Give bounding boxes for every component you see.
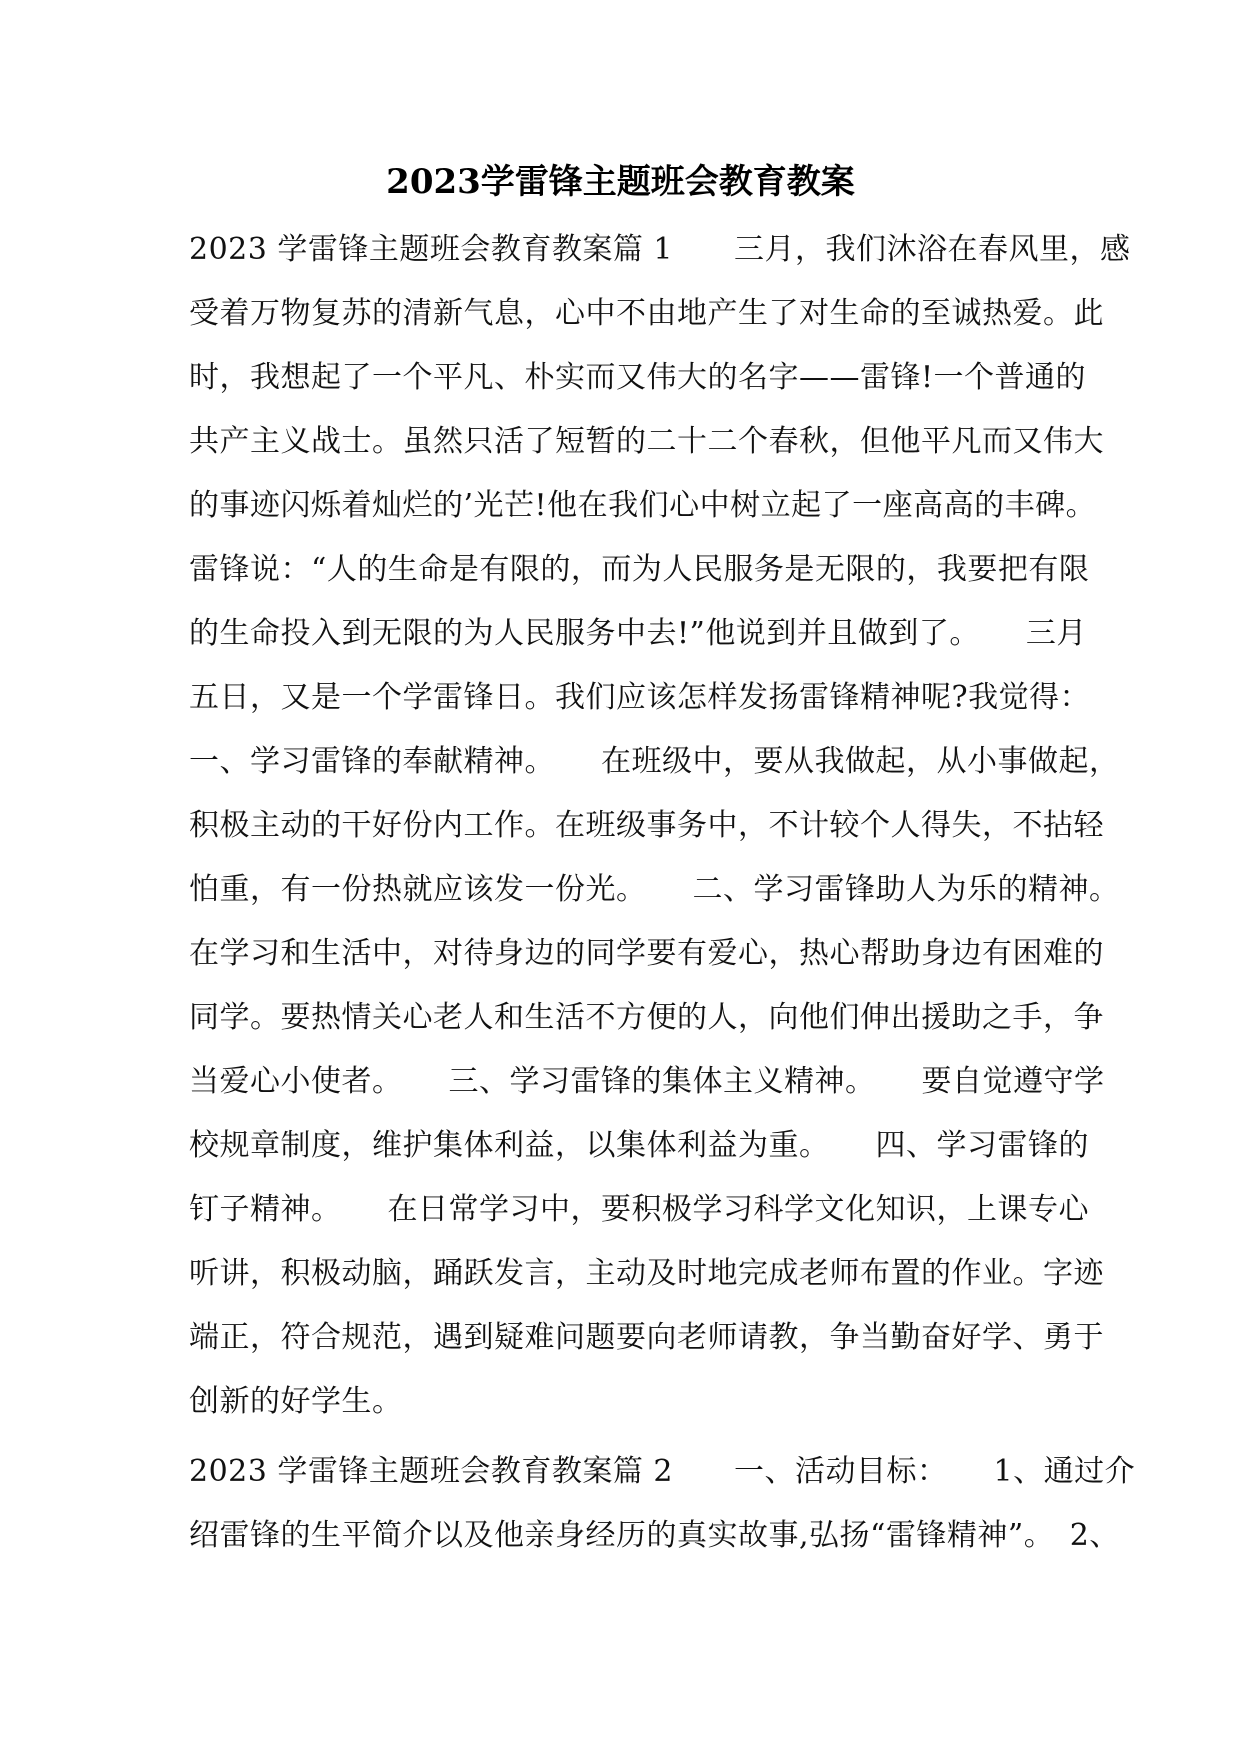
body-line: 听讲，积极动脑，踊跃发言，主动及时地完成老师布置的作业。字迹 xyxy=(189,1256,1104,1291)
body-line: 的事迹闪烁着灿烂的’光芒!他在我们心中树立起了一座高高的丰碑。 xyxy=(189,488,1097,523)
body-line: 钉子精神。 在日常学习中，要积极学习科学文化知识，上课专心 xyxy=(189,1192,1089,1227)
body-line: 一、学习雷锋的奉献精神。 在班级中，要从我做起，从小事做起， xyxy=(189,744,1120,779)
body-line: 在学习和生活中，对待身边的同学要有爱心，热心帮助身边有困难的 xyxy=(189,936,1104,971)
body-line: 怕重，有一份热就应该发一份光。 二、学习雷锋助人为乐的精神。 xyxy=(189,872,1120,907)
body-line: 当爱心小使者。 三、学习雷锋的集体主义精神。 要自觉遵守学 xyxy=(189,1064,1105,1099)
document-title: 2023学雷锋主题班会教育教案 xyxy=(386,162,855,202)
body-line: 端正，符合规范，遇到疑难问题要向老师请教，争当勤奋好学、勇于 xyxy=(189,1320,1104,1355)
body-line: 的生命投入到无限的为人民服务中去!”他说到并且做到了。 三月 xyxy=(189,616,1087,651)
body-line: 2023 学雷锋主题班会教育教案篇 2 一、活动目标： 1、通过介 xyxy=(189,1454,1136,1489)
body-line: 积极主动的干好份内工作。在班级事务中，不计较个人得失，不拈轻 xyxy=(189,808,1104,843)
body-line: 校规章制度，维护集体利益，以集体利益为重。 四、学习雷锋的 xyxy=(189,1128,1089,1163)
body-line: 创新的好学生。 xyxy=(189,1384,403,1419)
body-line: 五日，又是一个学雷锋日。我们应该怎样发扬雷锋精神呢?我觉得： xyxy=(189,680,1091,715)
body-line: 同学。要热情关心老人和生活不方便的人，向他们伸出援助之手，争 xyxy=(189,1000,1104,1035)
body-line: 雷锋说：“人的生命是有限的，而为人民服务是无限的，我要把有限 xyxy=(189,552,1090,587)
body-line: 绍雷锋的生平简介以及他亲身经历的真实故事,弘扬“雷锋精神”。 2、 xyxy=(189,1518,1120,1553)
body-line: 共产主义战士。虽然只活了短暂的二十二个春秋，但他平凡而又伟大 xyxy=(189,424,1104,459)
body-line: 2023 学雷锋主题班会教育教案篇 1 三月，我们沐浴在春风里，感 xyxy=(189,232,1131,267)
body-line: 时，我想起了一个平凡、朴实而又伟大的名字——雷锋!一个普通的 xyxy=(189,360,1087,395)
body-line: 受着万物复苏的清新气息，心中不由地产生了对生命的至诚热爱。此 xyxy=(189,296,1104,331)
